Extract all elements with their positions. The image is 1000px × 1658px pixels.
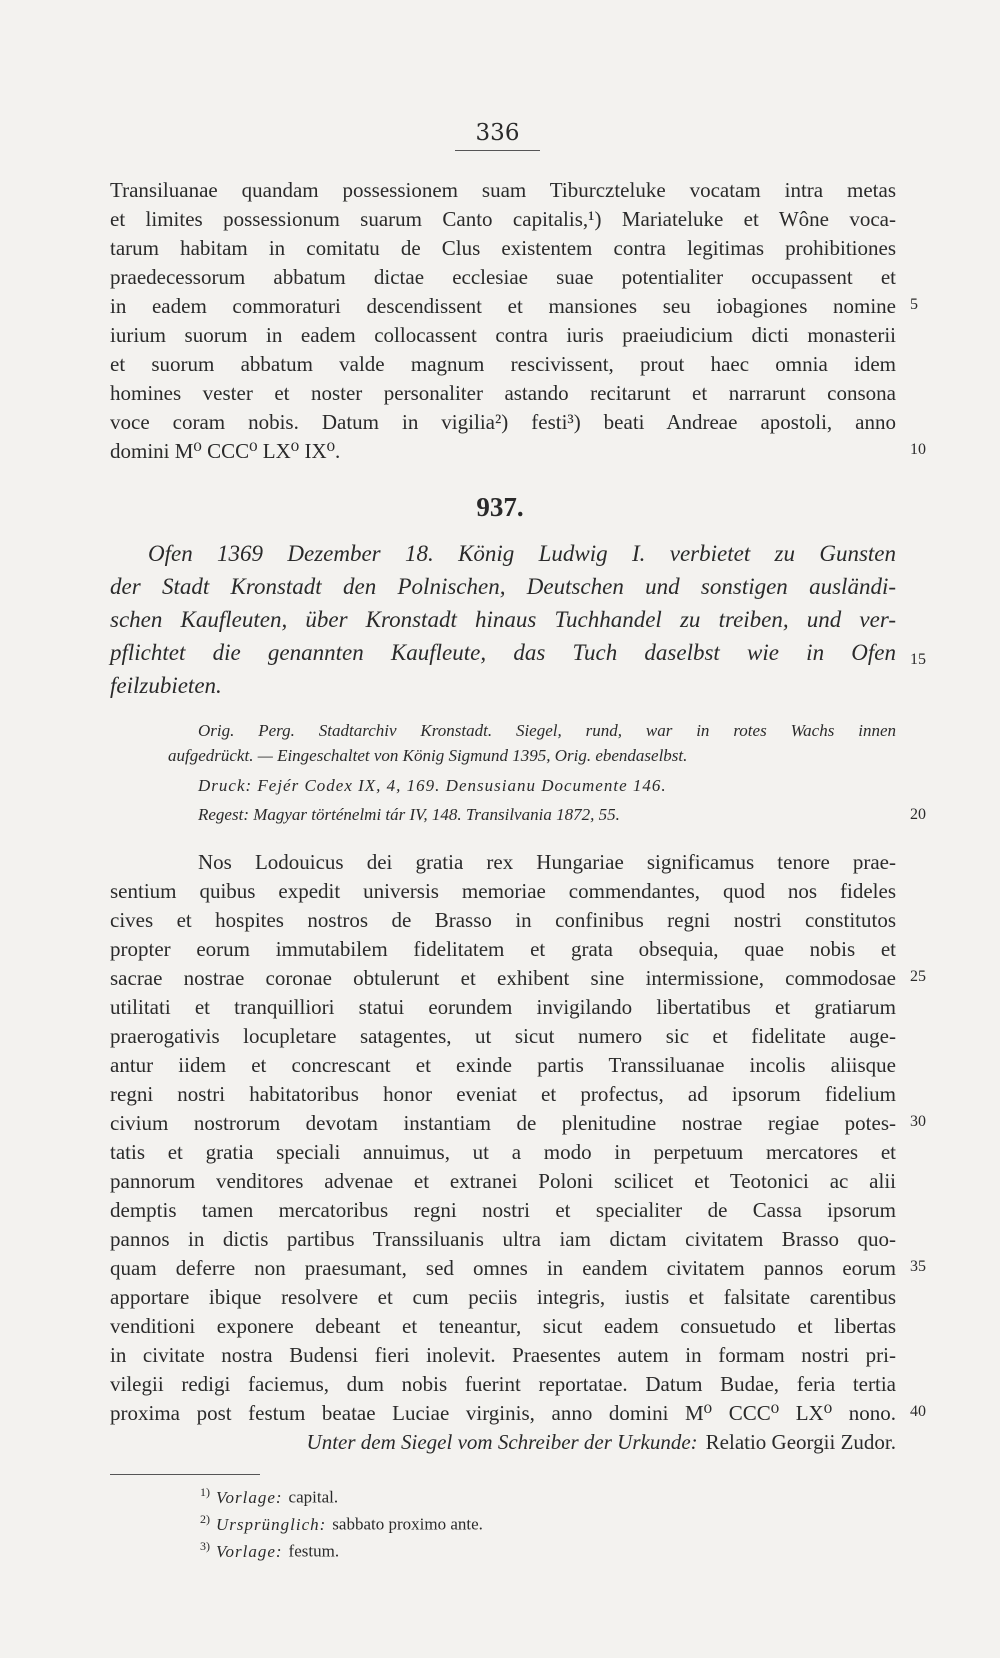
text-line: et limites possessionum suarum Canto capitalis,¹) Mariateluke et Wône voca-	[110, 207, 896, 231]
footnote	[200, 1507, 483, 1537]
body-line: sentium quibus expedit universis memoriae commendantes, quod nos fideles	[110, 879, 896, 903]
text-line: domini M⁰ CCC⁰ LX⁰ IX⁰.	[110, 439, 341, 463]
body-line: utilitati et tranquilliori statui eorundem invigilando libertatibus et gratiarum	[110, 995, 896, 1019]
footnote	[200, 1480, 338, 1510]
body-line: pannos in dictis partibus Transsiluanis ultra iam dictam civitatem Brasso quo-	[110, 1227, 896, 1251]
footnote-label: Ursprünglich:	[216, 1514, 327, 1534]
footnote-label: Vorlage:	[216, 1541, 283, 1561]
margin-line-number: 10	[910, 441, 926, 458]
body-line: tatis et gratia speciali annuimus, ut a modo in perpetuum mercatores et	[110, 1140, 896, 1164]
body-line: regni nostri habitatoribus honor eveniat et profectus, ad ipsorum fidelium	[110, 1082, 896, 1106]
body-line: sacrae nostrae coronae obtulerunt et exhibent sine intermissione, commodosae	[110, 966, 896, 990]
text-line: in eadem commoraturi descendissent et mansiones seu iobagiones nomine	[110, 294, 896, 318]
source-line: Druck: Fejér Codex IX, 4, 169. Densusianu Documente 146.	[198, 776, 667, 795]
footnote-text: festum.	[288, 1541, 340, 1561]
text-line: et suorum abbatum valde magnum rescivissent, prout haec omnia idem	[110, 352, 896, 376]
footnote-mark: 2)	[200, 1512, 210, 1526]
body-line: in civitate nostra Budensi fieri inolevit. Praesentes autem in formam nostri pri-	[110, 1343, 896, 1367]
body-line: proxima post festum beatae Luciae virginis, anno domini M⁰ CCC⁰ LX⁰ nono.	[110, 1401, 896, 1425]
text-line: tarum habitam in comitatu de Clus existentem contra legitimas prohibitiones	[110, 236, 896, 260]
body-line: propter eorum immutabilem fidelitatem et grata obsequia, quae nobis et	[110, 937, 896, 961]
footnote-divider	[110, 1474, 260, 1475]
body-line: quam deferre non praesumant, sed omnes in eandem civitatem pannos eorum	[110, 1256, 896, 1280]
source-line: Regest: Magyar történelmi tár IV, 148. Transilvania 1872, 55.	[198, 805, 620, 824]
heading-line: feilzubieten.	[110, 673, 222, 698]
heading-line: schen Kaufleuten, über Kronstadt hinaus Tuchhandel zu treiben, und ver-	[110, 607, 896, 632]
body-line: pannorum venditores advenae et extranei Poloni scilicet et Teotonici ac alii	[110, 1169, 896, 1193]
seal-note-label: Unter dem Siegel vom Schreiber der Urkunde:	[306, 1430, 698, 1454]
margin-line-number: 40	[910, 1403, 926, 1420]
text-line: homines vester et noster personaliter astando recitarunt et narrarunt consona	[110, 381, 896, 405]
text-line: iurium suorum in eadem collocassent contra iuris praeiudicium dicti monasterii	[110, 323, 896, 347]
body-line: demptis tamen mercatoribus regni nostri et specialiter de Cassa ipsorum	[110, 1198, 896, 1222]
body-line: Nos Lodouicus dei gratia rex Hungariae significamus tenore prae-	[198, 850, 896, 874]
margin-line-number: 15	[910, 651, 926, 668]
margin-line-number: 35	[910, 1258, 926, 1275]
body-line: cives et hospites nostros de Brasso in confinibus regni nostri constitutos	[110, 908, 896, 932]
margin-line-number: 20	[910, 806, 926, 823]
footnote-text: sabbato proximo ante.	[332, 1514, 483, 1534]
footnote-text: capital.	[288, 1487, 339, 1507]
text-line: praedecessorum abbatum dictae ecclesiae suae potentialiter occupassent et	[110, 265, 896, 289]
margin-line-number: 5	[910, 296, 918, 313]
body-line: vilegii redigi faciemus, dum nobis fuerint reportatae. Datum Budae, feria tertia	[110, 1372, 896, 1396]
body-line: antur iidem et concrescant et exinde partis Transsiluanae incolis aliisque	[110, 1053, 896, 1077]
body-line: venditioni exponere debeant et teneantur, sicut eadem consuetudo et libertas	[110, 1314, 896, 1338]
footnote	[200, 1534, 339, 1564]
heading-line: pflichtet die genannten Kaufleute, das Tuch daselbst wie in Ofen	[110, 640, 896, 665]
seal-note-text: Relatio Georgii Zudor.	[705, 1430, 896, 1454]
footnote-label: Vorlage:	[216, 1487, 283, 1507]
footnote-mark: 1)	[200, 1485, 210, 1499]
entry-number: 937.	[476, 492, 524, 522]
seal-note	[198, 1428, 896, 1457]
margin-line-number: 30	[910, 1113, 926, 1130]
body-line: praerogativis locupletare satagentes, ut sicut numero sic et fidelitate auge-	[110, 1024, 896, 1048]
heading-line: Ofen 1369 Dezember 18. König Ludwig I. verbietet zu Gunsten	[148, 541, 896, 566]
heading-line: der Stadt Kronstadt den Polnischen, Deutschen und sonstigen ausländi-	[110, 574, 896, 599]
text-line: Transiluanae quandam possessionem suam Tiburczteluke vocatam intra metas	[110, 178, 896, 202]
margin-line-number: 25	[910, 968, 926, 985]
body-line: civium nostrorum devotam instantiam de plenitudine nostrae regiae potes-	[110, 1111, 896, 1135]
source-line: Orig. Perg. Stadtarchiv Kronstadt. Siegel, rund, war in rotes Wachs innen	[198, 721, 896, 740]
source-line: aufgedrückt. — Eingeschaltet von König Sigmund 1395, Orig. ebendaselbst.	[168, 746, 688, 765]
body-line: apportare ibique resolvere et cum peciis integris, iustis et falsitate carentibus	[110, 1285, 896, 1309]
footnote-mark: 3)	[200, 1539, 210, 1553]
page-number: 336	[455, 120, 540, 151]
text-line: voce coram nobis. Datum in vigilia²) festi³) beati Andreae apostoli, anno	[110, 410, 896, 434]
